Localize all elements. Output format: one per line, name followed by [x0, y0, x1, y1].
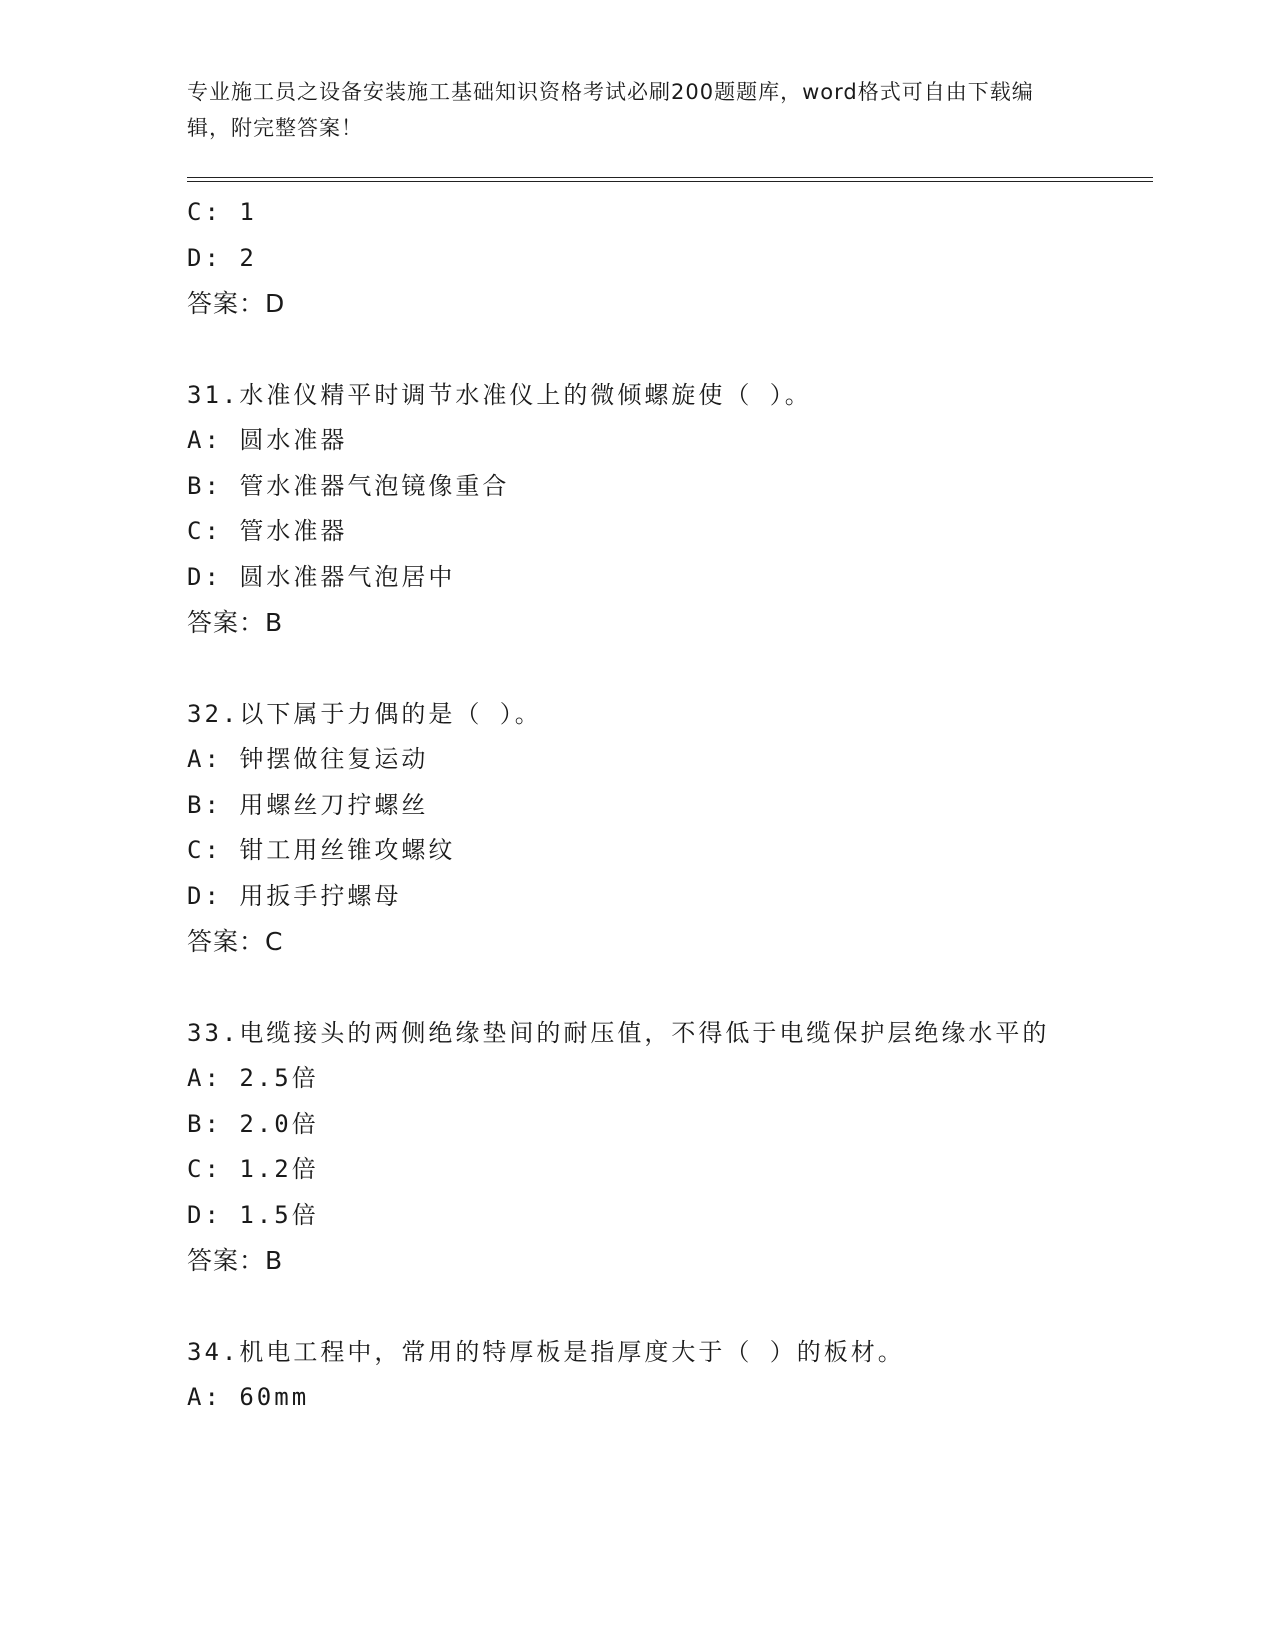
option-a: A: 60mm: [187, 1383, 310, 1411]
option-a: A: 2.5倍: [187, 1064, 319, 1092]
spacer: [187, 1284, 1087, 1330]
question-list: [187, 190, 1087, 1421]
question-text: 31.水准仪精平时调节水准仪上的微倾螺旋使（ ）。: [187, 380, 812, 409]
spacer: [187, 327, 1087, 373]
answer-label: 答案：C: [187, 927, 284, 956]
question-text: 32.以下属于力偶的是（ ）。: [187, 699, 542, 728]
option-c: C: 1.2倍: [187, 1155, 319, 1183]
answer-label: 答案：D: [187, 289, 286, 318]
answer-label: 答案：B: [187, 608, 284, 637]
spacer: [187, 646, 1087, 692]
header-divider: [187, 177, 1153, 182]
question-block: [187, 190, 1087, 327]
answer-label: 答案：B: [187, 1246, 284, 1275]
option-d: D: 圆水准器气泡居中: [187, 562, 456, 591]
question-block: [187, 1011, 1087, 1284]
option-b: B: 2.0倍: [187, 1109, 319, 1138]
option-c: C: 钳工用丝锥攻螺纹: [187, 836, 456, 864]
option-c: C: 管水准器: [187, 517, 348, 545]
question-block: [187, 692, 1087, 965]
question-text: 34.机电工程中，常用的特厚板是指厚度大于（ ）的板材。: [187, 1337, 905, 1366]
page-header-title: 专业施工员之设备安装施工基础知识资格考试必刷200题题库，word格式可自由下载编辑，附完整答案！: [187, 80, 1034, 140]
question-block: [187, 373, 1087, 646]
option-a: A: 钟摆做往复运动: [187, 745, 429, 773]
option-b: B: 管水准器气泡镜像重合: [187, 471, 510, 500]
option-d: D: 2: [187, 243, 257, 272]
option-a: A: 圆水准器: [187, 426, 348, 454]
question-block: [187, 1330, 1087, 1421]
spacer: [187, 965, 1087, 1011]
option-d: D: 用扳手拧螺母: [187, 881, 402, 910]
option-c: C: 1: [187, 198, 257, 226]
question-text: 33.电缆接头的两侧绝缘垫间的耐压值，不得低于电缆保护层绝缘水平的: [187, 1018, 1050, 1047]
option-b: B: 用螺丝刀拧螺丝: [187, 790, 429, 819]
option-d: D: 1.5倍: [187, 1200, 319, 1229]
